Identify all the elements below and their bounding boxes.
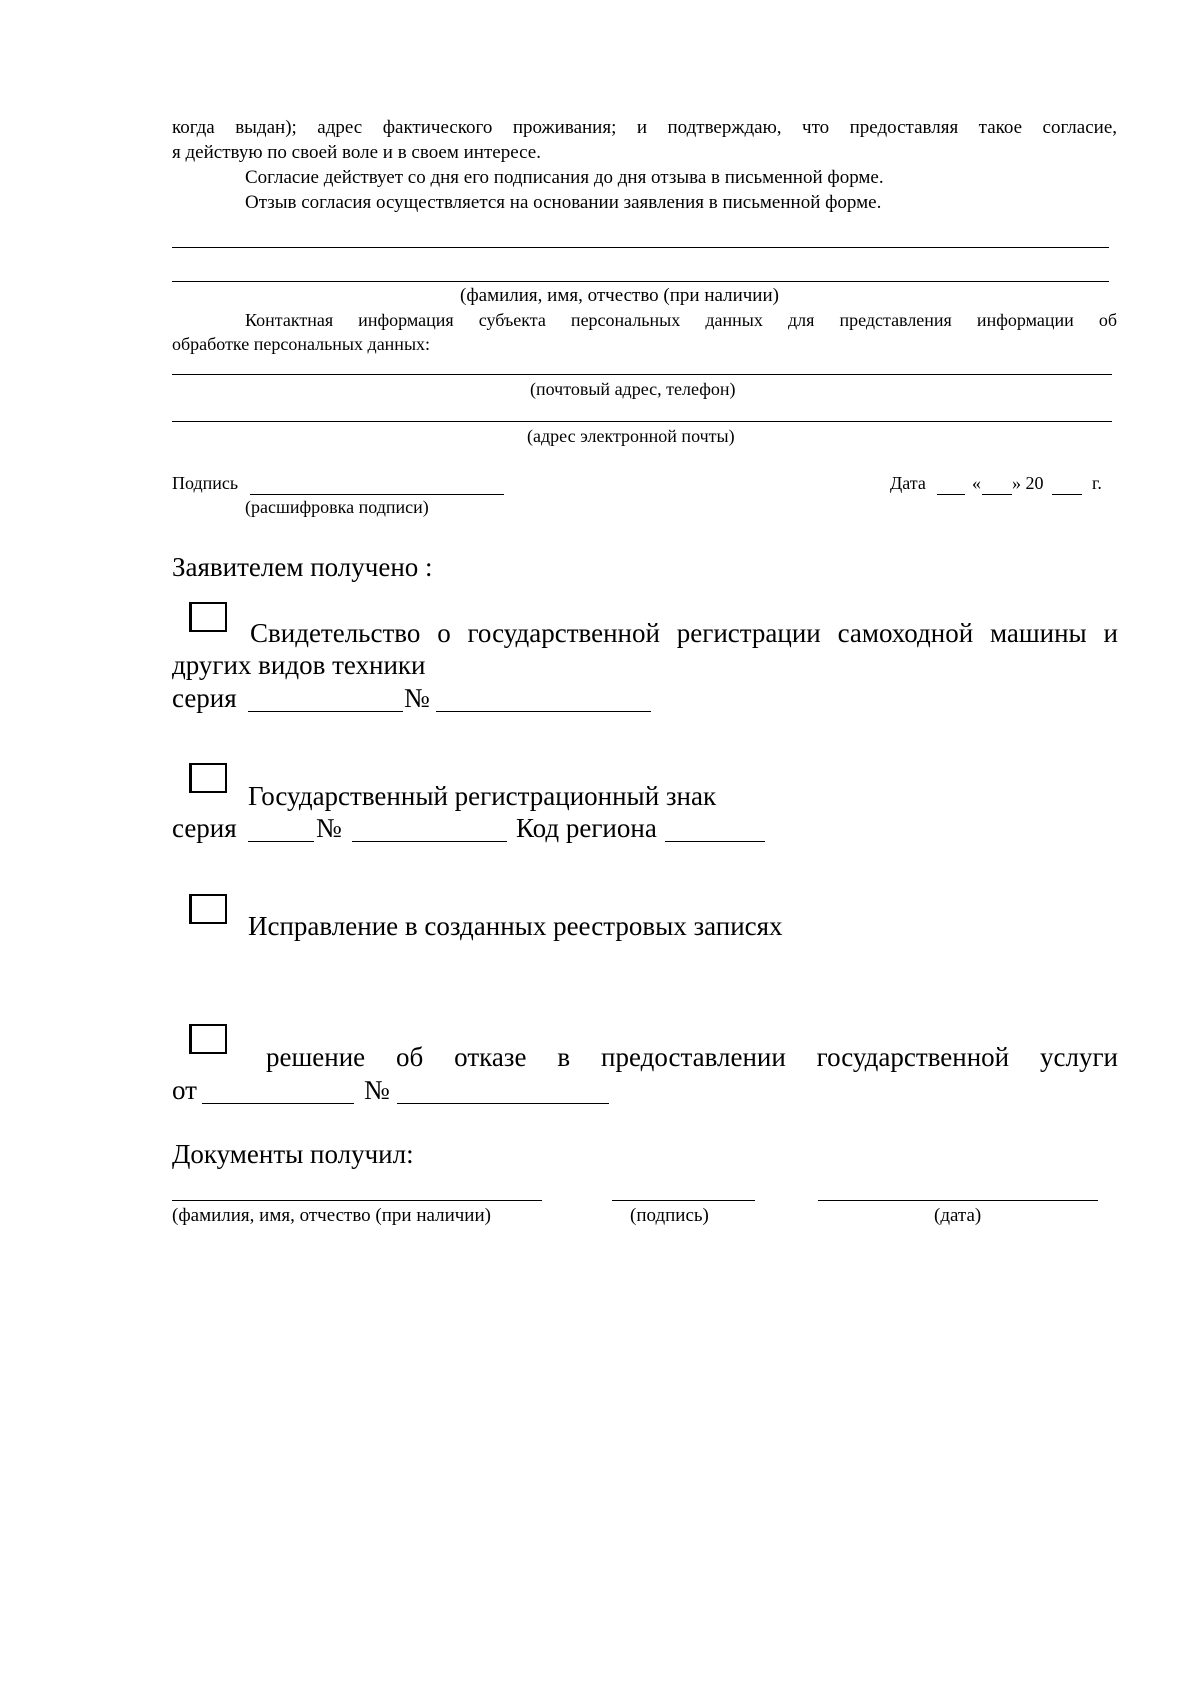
consent-revocation: Отзыв согласия осуществляется на основании заявления в письменной форме. <box>245 192 882 213</box>
signature-label: Подпись <box>172 473 239 493</box>
refusal-from-label: от <box>172 1075 197 1105</box>
refusal-date-line[interactable] <box>202 1103 354 1104</box>
received-heading: Заявителем получено : <box>172 552 433 582</box>
date-quote-close: » 20 <box>1012 473 1044 493</box>
certificate-line-2: других видов техники <box>172 650 426 680</box>
receipt-date-caption: (дата) <box>934 1205 982 1226</box>
receipt-heading: Документы получил: <box>172 1139 414 1169</box>
email-line[interactable] <box>172 421 1112 422</box>
signature-line[interactable] <box>250 494 504 495</box>
consent-validity: Согласие действует со дня его подписания до дня отзыва в письменной форме. <box>245 167 884 188</box>
contact-line-2: обработке персональных данных: <box>172 334 431 354</box>
plate-region-line[interactable] <box>665 841 765 842</box>
correction-checkbox[interactable] <box>189 894 227 924</box>
certificate-number-label: № <box>404 683 430 713</box>
certificate-series-label: серия <box>172 683 237 713</box>
consent-line-1: когда выдан); адрес фактического проживания; и подтверждаю, что предоставляя такое согласие, <box>172 117 1117 138</box>
date-day-line[interactable] <box>937 494 965 495</box>
certificate-line-1: Свидетельство о государственной регистрации самоходной машины и <box>250 618 1118 648</box>
refusal-checkbox[interactable] <box>189 1024 227 1054</box>
postal-caption: (почтовый адрес, телефон) <box>530 379 736 399</box>
plate-region-label: Код региона <box>516 813 657 843</box>
plate-series-label: серия <box>172 813 237 843</box>
date-year-suffix: г. <box>1092 473 1102 493</box>
receipt-sign-caption: (подпись) <box>630 1205 709 1226</box>
fio-caption: (фамилия, имя, отчество (при наличии) <box>460 285 779 306</box>
receipt-date-line[interactable] <box>818 1200 1098 1201</box>
consent-line-2: я действую по своей воле и в своем интересе. <box>172 142 541 163</box>
receipt-fio-line[interactable] <box>172 1200 542 1201</box>
signature-decode-caption: (расшифровка подписи) <box>245 497 429 517</box>
date-quote-open: « <box>972 473 981 493</box>
refusal-number-label: № <box>364 1075 390 1105</box>
plate-line-1: Государственный регистрационный знак <box>248 781 717 811</box>
plate-number-label: № <box>316 813 342 843</box>
plate-checkbox[interactable] <box>189 763 227 793</box>
plate-number-line[interactable] <box>352 841 507 842</box>
refusal-line-1: решение об отказе в предоставлении государственной услуги <box>266 1042 1118 1072</box>
certificate-series-line[interactable] <box>248 711 403 712</box>
refusal-number-line[interactable] <box>397 1103 609 1104</box>
receipt-sign-line[interactable] <box>612 1200 755 1201</box>
postal-line[interactable] <box>172 374 1112 375</box>
date-label: Дата <box>890 473 926 493</box>
fio-line-1[interactable] <box>172 247 1109 248</box>
correction-line-1: Исправление в созданных реестровых записях <box>248 911 783 941</box>
receipt-fio-caption: (фамилия, имя, отчество (при наличии) <box>172 1205 491 1226</box>
email-caption: (адрес электронной почты) <box>527 426 735 446</box>
date-month-line[interactable] <box>982 494 1012 495</box>
date-year-line[interactable] <box>1052 494 1082 495</box>
contact-line-1: Контактная информация субъекта персональных данных для представления информации об <box>245 310 1117 330</box>
certificate-checkbox[interactable] <box>189 602 227 632</box>
certificate-number-line[interactable] <box>436 711 651 712</box>
fio-line-2[interactable] <box>172 281 1109 282</box>
plate-series-line[interactable] <box>248 841 314 842</box>
